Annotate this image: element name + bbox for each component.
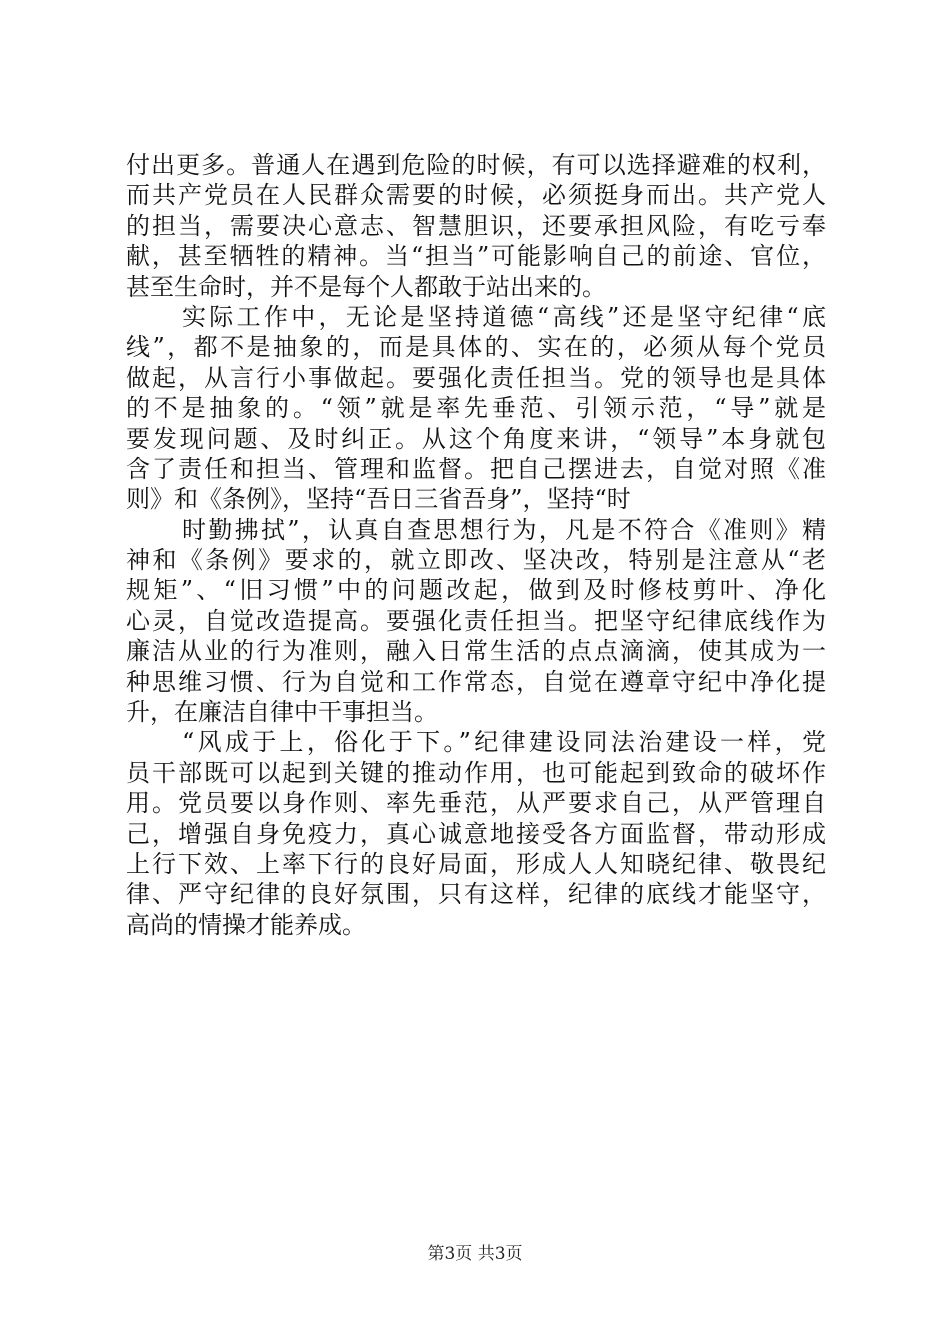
text-line: 种思维习惯、行为自觉和工作常态，自觉在遵章守纪中净化提 (126, 667, 826, 696)
text-line: 己，增强自身免疫力，真心诚意地接受各方面监督，带动形成 (126, 819, 826, 848)
page-number-label: 第3页 共3页 (427, 1244, 523, 1264)
text-line: 升，在廉洁自律中干事担当。 (126, 698, 438, 727)
text-line: 线”，都不是抽象的，而是具体的、实在的，必须从每个党员 (126, 333, 826, 362)
text-line: 甚至生命时，并不是每个人都敢于站出来的。 (126, 272, 606, 301)
paragraph-first-line: 实际工作中，无论是坚持道德“高线”还是坚守纪律“底 (182, 302, 826, 331)
text-line: 含了责任和担当、管理和监督。把自己摆进去，自觉对照《准 (126, 454, 826, 483)
text-line: 员干部既可以起到关键的推动作用，也可能起到致命的破坏作 (126, 758, 826, 787)
text-line: 付出更多。普通人在遇到危险的时候，有可以选择避难的权利， (126, 151, 826, 179)
text-line: 心灵，自觉改造提高。要强化责任担当。把坚守纪律底线作为 (126, 606, 826, 635)
text-line: 的担当，需要决心意志、智慧胆识，还要承担风险，有吃亏奉 (126, 211, 826, 240)
text-line: 献，甚至牺牲的精神。当“担当”可能影响自己的前途、官位， (126, 242, 826, 271)
text-line: 上行下效、上率下行的良好局面，形成人人知晓纪律、敬畏纪 (126, 849, 826, 878)
text-line: 则》和《条例》，坚持“吾日三省吾身”，坚持“时 (126, 485, 631, 514)
page-footer (0, 1244, 950, 1264)
text-line: 律、严守纪律的良好氛围，只有这样，纪律的底线才能坚守， (126, 880, 826, 909)
text-line: 要发现问题、及时纠正。从这个角度来讲，“领导”本身就包 (126, 424, 826, 453)
paragraph-first-line: 时勤拂拭”，认真自查思想行为，凡是不符合《准则》精 (182, 515, 826, 544)
text-line: 做起，从言行小事做起。要强化责任担当。党的领导也是具体 (126, 363, 826, 392)
text-line: 高尚的情操才能养成。 (126, 910, 366, 939)
text-line: 而共产党员在人民群众需要的时候，必须挺身而出。共产党人 (126, 181, 826, 210)
paragraph-first-line: “风成于上，俗化于下。”纪律建设同法治建设一样，党 (182, 728, 826, 757)
document-body (126, 150, 826, 940)
text-line: 的不是抽象的。“领”就是率先垂范、引领示范，“导”就是 (126, 394, 826, 423)
text-line: 廉洁从业的行为准则，融入日常生活的点点滴滴，使其成为一 (126, 637, 826, 666)
text-line: 规矩”、“旧习惯”中的问题改起，做到及时修枝剪叶、净化 (126, 576, 826, 605)
text-line: 用。党员要以身作则、率先垂范，从严要求自己，从严管理自 (126, 789, 826, 818)
text-line: 神和《条例》要求的，就立即改、坚决改，特别是注意从“老 (126, 546, 826, 575)
